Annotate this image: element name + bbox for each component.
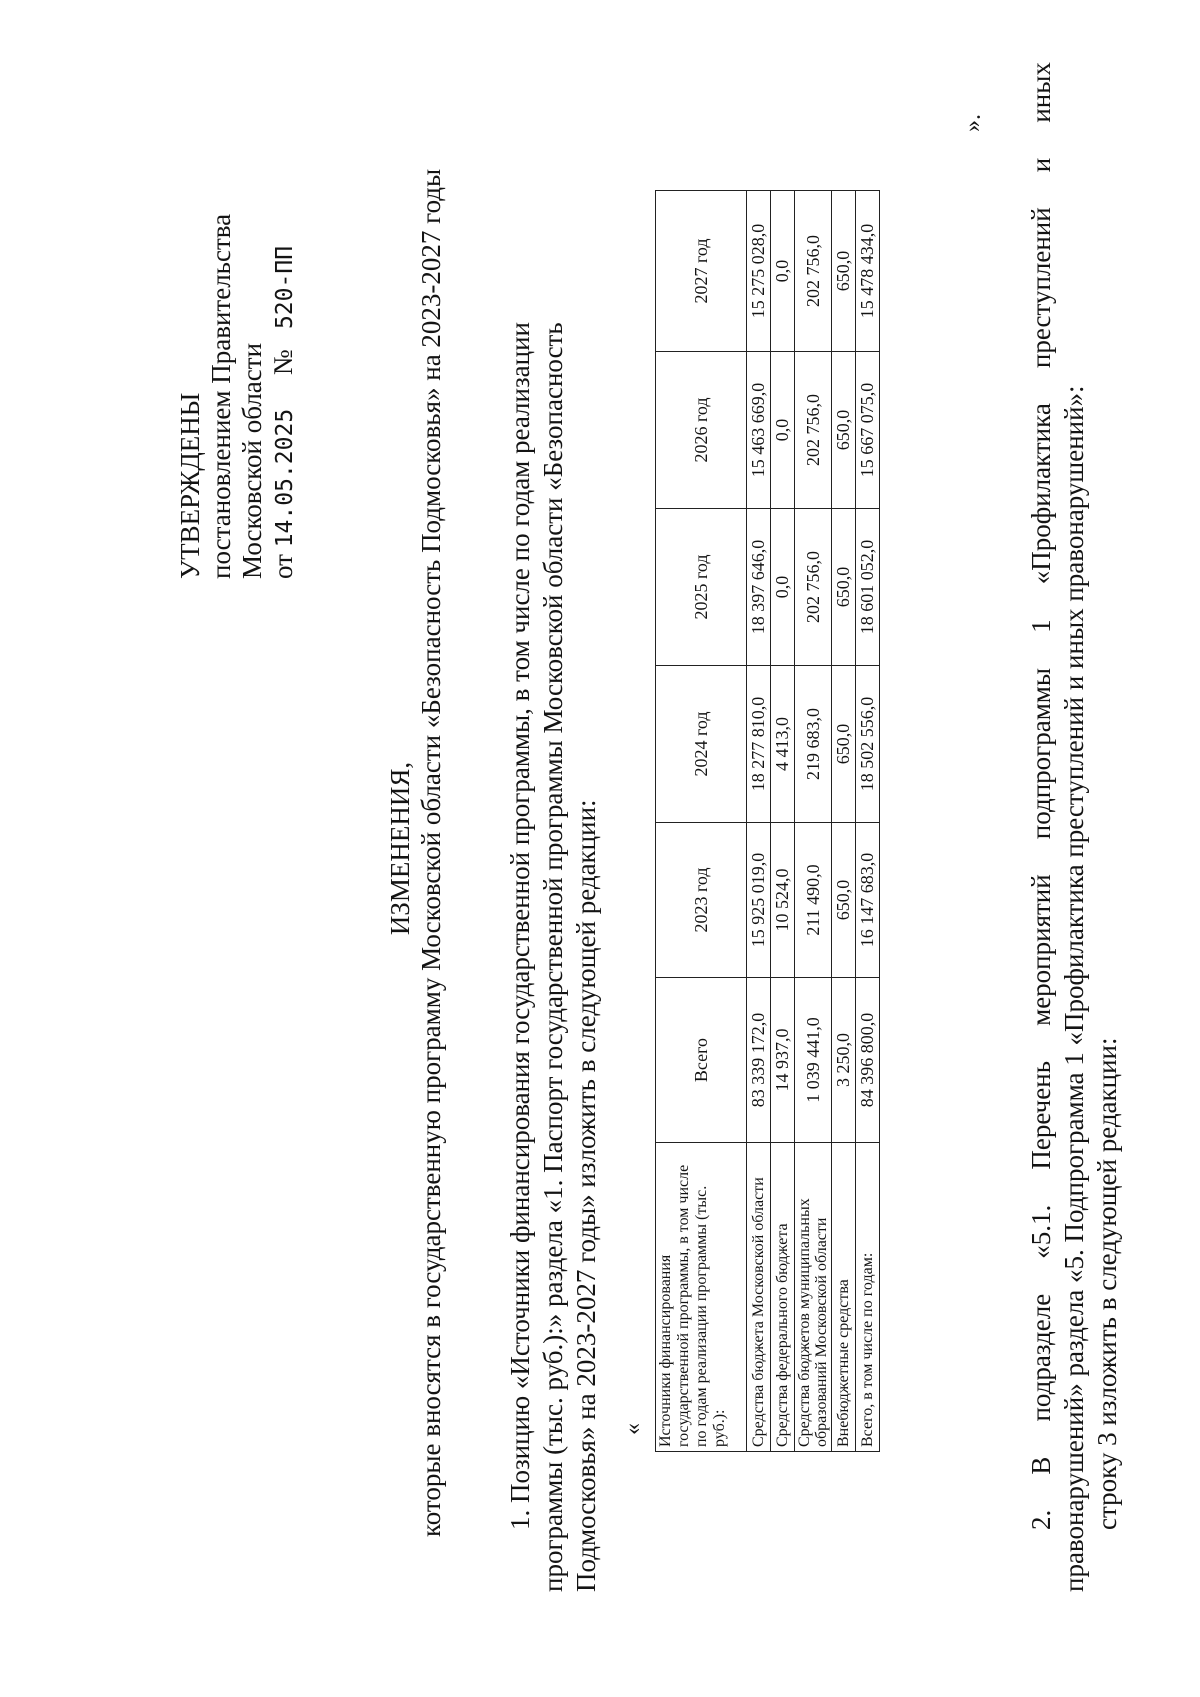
- paragraph-2: [1025, 62, 1124, 1592]
- row-value: 15 478 434,0: [856, 191, 880, 352]
- row-value: 0,0: [771, 352, 795, 509]
- row-value: 650,0: [832, 823, 856, 978]
- header-year: 2026 год: [656, 352, 747, 509]
- paragraph-line: правонарушений» раздела «5. Подпрограмма 1 «Профилактика преступлений и иных правонарушений»:: [1059, 385, 1089, 1592]
- row-total: 84 396 800,0: [856, 978, 880, 1143]
- approval-title: УТВЕРЖДЕНЫ: [175, 392, 205, 579]
- date-prefix: от: [268, 554, 298, 579]
- row-value: 4 413,0: [771, 666, 795, 823]
- header-total: Всего: [656, 978, 747, 1143]
- paragraph-1: [504, 62, 603, 1592]
- row-value: 202 756,0: [795, 352, 832, 509]
- approval-block: [175, 214, 301, 579]
- row-value: 10 524,0: [771, 823, 795, 978]
- approval-date-line: [268, 214, 301, 579]
- heading-subtitle: которые вносятся в государственную программу Московской области «Безопасность Подмосковья» на 2023-2027 годы: [416, 168, 446, 1537]
- row-value: 650,0: [832, 191, 856, 352]
- table-total-row: [856, 191, 880, 1452]
- row-value: 650,0: [832, 666, 856, 823]
- row-value: 18 502 556,0: [856, 666, 880, 823]
- row-source: Всего, в том числе по годам:: [856, 1143, 880, 1452]
- header-year: 2027 год: [656, 191, 747, 352]
- quote-close: ».: [960, 114, 986, 132]
- paragraph-line: Подмосковья» на 2023-2027 годы» изложить в следующей редакции:: [571, 799, 601, 1592]
- row-value: 202 756,0: [795, 191, 832, 352]
- row-value: 18 277 810,0: [747, 666, 771, 823]
- row-value: 0,0: [771, 191, 795, 352]
- approval-line: Московской области: [237, 342, 267, 579]
- row-total: 3 250,0: [832, 978, 856, 1143]
- row-value: 650,0: [832, 352, 856, 509]
- paragraph-line: программы (тыс. руб.):» раздела «1. Паспорт государственной программы Московской области «Безопасность: [538, 322, 568, 1592]
- row-value: 202 756,0: [795, 509, 832, 666]
- approval-date: 14.05.2025: [272, 408, 298, 548]
- row-value: 15 463 669,0: [747, 352, 771, 509]
- table-row: [832, 191, 856, 1452]
- row-total: 1 039 441,0: [795, 978, 832, 1143]
- row-value: 15 667 075,0: [856, 352, 880, 509]
- table-header-row: [656, 191, 747, 1452]
- heading-title: ИЗМЕНЕНИЯ,: [385, 761, 415, 936]
- row-total: 83 339 172,0: [747, 978, 771, 1143]
- row-total: 14 937,0: [771, 978, 795, 1143]
- row-value: 15 275 028,0: [747, 191, 771, 352]
- table-row: [795, 191, 832, 1452]
- table-row: [771, 191, 795, 1452]
- row-source: Внебюджетные средства: [832, 1143, 856, 1452]
- row-value: 15 925 019,0: [747, 823, 771, 978]
- header-year: 2025 год: [656, 509, 747, 666]
- row-source: Средства федерального бюджета: [771, 1143, 795, 1452]
- table-row: [747, 191, 771, 1452]
- row-value: 0,0: [771, 509, 795, 666]
- paragraph-line: 2. В подразделе «5.1. Перечень мероприятий подпрограммы 1 «Профилактика преступлений и иных: [1026, 62, 1056, 1530]
- approval-line: постановлением Правительства: [206, 213, 236, 579]
- row-source: Средства бюджета Московской области: [747, 1143, 771, 1452]
- header-year: 2024 год: [656, 666, 747, 823]
- financing-table: [655, 190, 880, 1452]
- approval-number: 520-ПП: [272, 245, 298, 330]
- row-value: 18 397 646,0: [747, 509, 771, 666]
- row-value: 219 683,0: [795, 666, 832, 823]
- paragraph-line: строку 3 изложить в следующей редакции:: [1092, 1037, 1122, 1530]
- row-source: Средства бюджетов муниципальных образований Московской области: [795, 1143, 832, 1452]
- document-heading: [385, 0, 447, 1697]
- header-source: Источники финансирования государственной программы, в том числе по годам реализации программы (тыс. руб.):: [656, 1143, 747, 1452]
- quote-open: «: [620, 1423, 646, 1435]
- row-value: 211 490,0: [795, 823, 832, 978]
- row-value: 18 601 052,0: [856, 509, 880, 666]
- paragraph-line: 1. Позицию «Источники финансирования государственной программы, в том числе по годам реализации: [505, 322, 535, 1530]
- number-sign: №: [268, 349, 298, 376]
- row-value: 16 147 683,0: [856, 823, 880, 978]
- header-year: 2023 год: [656, 823, 747, 978]
- row-value: 650,0: [832, 509, 856, 666]
